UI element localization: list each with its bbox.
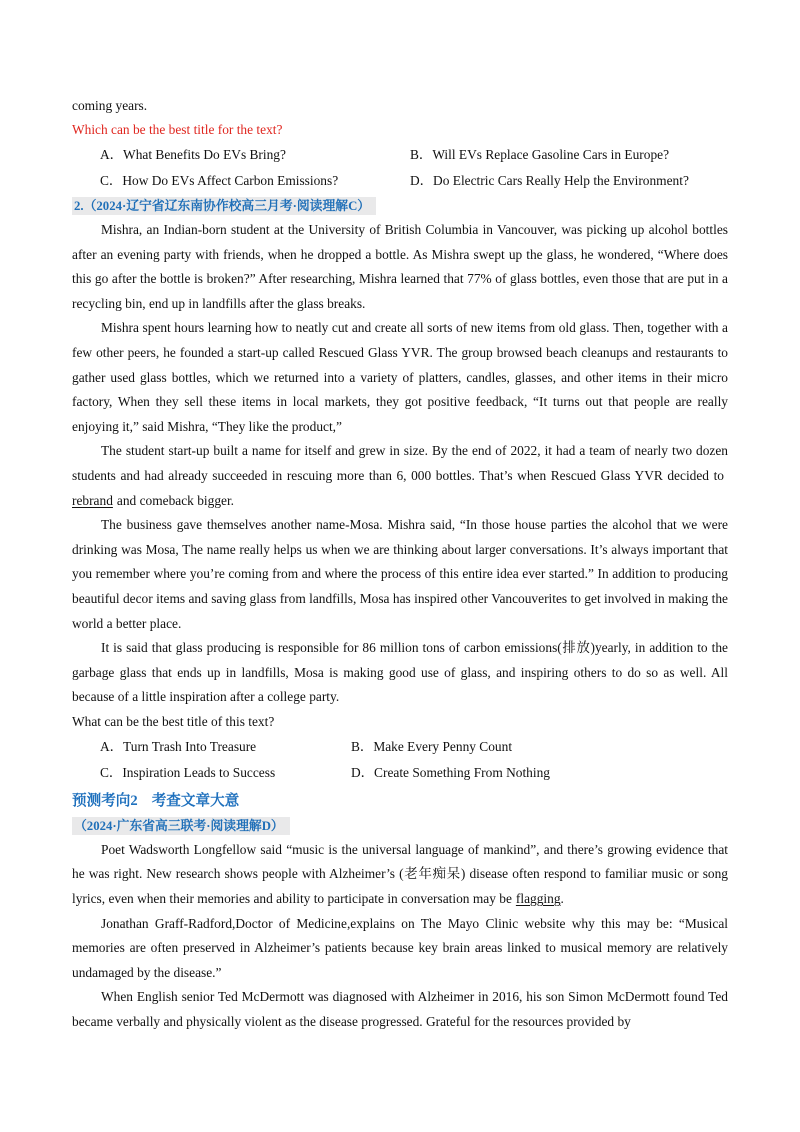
- underlined-word-rebrand: rebrand: [72, 492, 113, 508]
- option-d: D．Do Electric Cars Really Help the Environment?: [410, 173, 689, 188]
- passage-2-paragraph-2: Mishra spent hours learning how to neatly cut and create all sorts of new items from old glass. Then, together with a few other peers, he founded a start-up called Rescued Glass YVR. The group browsed beach cleanups and restaurants to gather used glass bottles, which we returned into a variety of platters, candles, glasses, and other items in their micro factory, When they sell these items in local markets, they got positive feedback, “It turns out that people are really enjoying it,” said Mishra, “They like the product,”: [72, 320, 728, 434]
- section-heading: [72, 788, 728, 814]
- document-page: [72, 94, 728, 1035]
- passage-2-paragraph-4: The business gave themselves another name-Mosa. Mishra said, “In those house parties the alcohol that we were drinking was Mosa, The name really helps us when we are thinking about larger conversations. It’s always important that you remember where you’re coming from and where the process of this entire idea ever started.” In addition to producing beautiful decor items and saving glass from landfills, Mosa has inspired other Vancouverites to get involved in making the world a better place.: [72, 517, 728, 631]
- passage-2-paragraph-3: [72, 439, 728, 513]
- continuation-text: coming years.: [72, 98, 148, 113]
- question-1-options: [72, 142, 728, 194]
- option-c: C．How Do EVs Affect Carbon Emissions?: [100, 173, 339, 188]
- paragraph-3-text-before: The student start-up built a name for itself and grew in size. By the end of 2022, it had a team of nearly two dozen students and had already succeeded in rescuing more than 6, 000 bottles. That’s when Rescued Glass YVR decided to: [72, 443, 728, 483]
- underlined-word-flagging: flagging: [515, 891, 561, 907]
- passage-3-paragraph-1: [72, 838, 728, 912]
- question-1: Which can be the best title for the text?: [72, 122, 283, 137]
- option-c: C．Inspiration Leads to Success: [100, 764, 276, 780]
- paragraph-3-text-after: and comeback bigger.: [116, 492, 235, 508]
- passage-2-paragraph-5: It is said that glass producing is responsible for 86 million tons of carbon emissions(排放)yearly, in addition to the garbage glass that ends up in landfills, Mosa is making good use of glass, and inspiring others to do so as well. All because of a little inspiration after a college party.: [72, 640, 728, 705]
- option-d: D．Create Something From Nothing: [351, 764, 550, 780]
- question-2-options: [72, 734, 728, 786]
- paragraph-1-text-before: Poet Wadsworth Longfellow said “music is the universal language of mankind”, and there’s growing evidence that he was right. New research shows people with Alzheimer’s (老年痴呆) disease often respond to familiar music or song lyrics, even when their memories and ability to participate in conversation may be: [72, 841, 728, 907]
- passage-3-paragraph-2: Jonathan Graff-Radford,Doctor of Medicine,explains on The Mayo Clinic website why this may be: “Musical memories are often preserved in Alzheimer’s patients because key brain areas linked to musical memory are relatively undamaged by the disease.”: [72, 915, 728, 980]
- section-label: 预测考向2: [72, 792, 138, 809]
- source-tag-3: （2024·广东省高三联考·阅读理解D）: [72, 817, 290, 835]
- section-title: 考查文章大意: [151, 792, 240, 809]
- option-b: B．Make Every Penny Count: [351, 738, 513, 754]
- source-tag-2: 2.（2024·辽宁省辽东南协作校高三月考·阅读理解C）: [72, 197, 376, 215]
- passage-3-paragraph-3: When English senior Ted McDermott was diagnosed with Alzheimer in 2016, his son Simon McDermott found Ted became verbally and physically violent as the disease progressed. Grateful for the resources provided by: [72, 989, 728, 1030]
- option-b: B．Will EVs Replace Gasoline Cars in Europe?: [410, 147, 670, 162]
- option-a: A．What Benefits Do EVs Bring?: [100, 147, 286, 162]
- option-a: A．Turn Trash Into Treasure: [100, 738, 257, 754]
- passage-2-paragraph-1: Mishra, an Indian-born student at the University of British Columbia in Vancouver, was picking up alcohol bottles after an evening party with friends, when he dropped a bottle. As Mishra swept up the glass, he wondered, “Where does this go after the bottle is broken?” After researching, Mishra learned that 77% of glass bottles, even those that are put in a recycling bin, end up in landfills after the glass breaks.: [72, 222, 728, 311]
- question-2: What can be the best title of this text?: [72, 713, 275, 729]
- paragraph-1-text-after: .: [560, 891, 564, 907]
